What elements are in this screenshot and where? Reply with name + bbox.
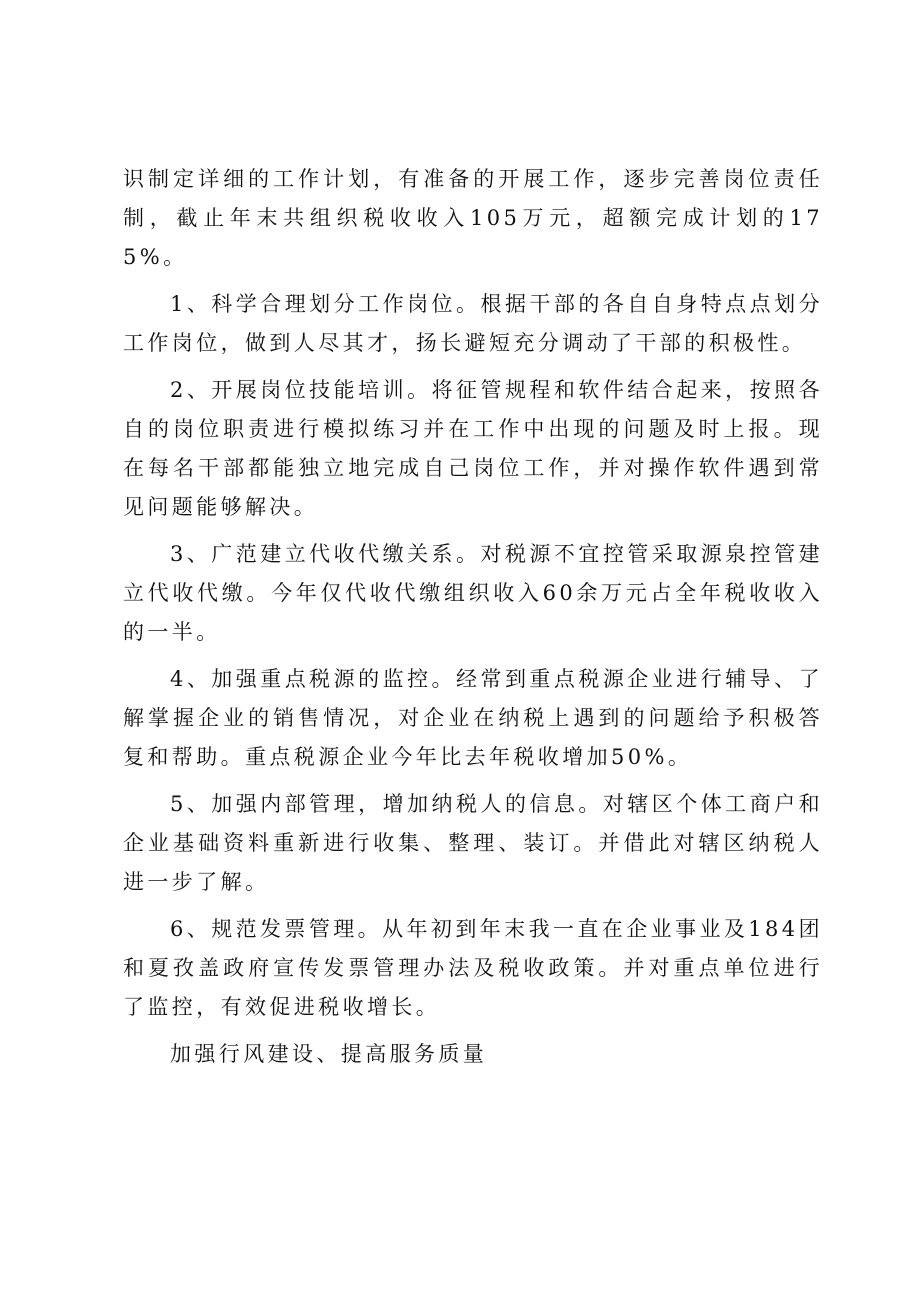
document-body xyxy=(123,160,823,1082)
paragraph-item-2: 2、开展岗位技能培训。将征管规程和软件结合起来，按照各自的岗位职责进行模拟练习并在工作中出现的问题及时上报。现在每名干部都能独立地完成自己岗位工作，并对操作软件遇到常见问题能够解决。 xyxy=(123,378,823,519)
paragraph-item-1: 1、科学合理划分工作岗位。根据干部的各自自身特点点划分工作岗位，做到人尽其才，扬长避短充分调动了干部的积极性。 xyxy=(123,292,823,355)
paragraph-item-3: 3、广范建立代收代缴关系。对税源不宜控管采取源泉控管建立代收代缴。今年仅代收代缴组织收入60余万元占全年税收收入的一半。 xyxy=(123,542,823,644)
section-heading: 加强行风建设、提高服务质量 xyxy=(170,1042,488,1066)
paragraph-continuation: 识制定详细的工作计划，有准备的开展工作，逐步完善岗位责任制，截止年末共组织税收收入105万元，超额完成计划的175%。 xyxy=(123,167,823,269)
paragraph-item-4: 4、加强重点税源的监控。经常到重点税源企业进行辅导、了解掌握企业的销售情况，对企业在纳税上遇到的问题给予积极答复和帮助。重点税源企业今年比去年税收增加50%。 xyxy=(123,667,823,769)
paragraph-item-5: 5、加强内部管理，增加纳税人的信息。对辖区个体工商户和企业基础资料重新进行收集、整理、装订。并借此对辖区纳税人进一步了解。 xyxy=(123,792,823,894)
paragraph-item-6: 6、规范发票管理。从年初到年末我一直在企业事业及184团和夏孜盖政府宣传发票管理办法及税收政策。并对重点单位进行了监控，有效促进税收增长。 xyxy=(123,917,823,1019)
